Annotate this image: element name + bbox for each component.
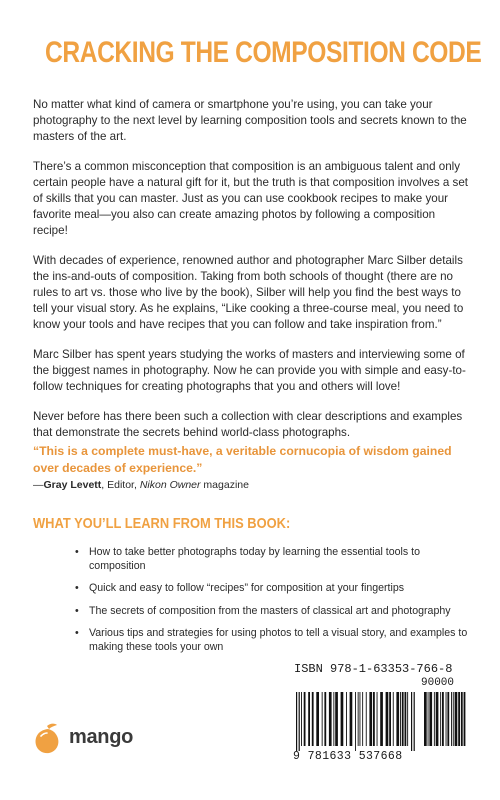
barcode-panel [284, 662, 472, 782]
barcode-bar [380, 692, 383, 746]
learn-list [75, 546, 470, 663]
bullet-icon: • [75, 604, 79, 617]
barcode-bar [350, 692, 353, 746]
barcode-bar [447, 692, 449, 746]
barcode-bar [461, 692, 463, 746]
list-item-text: How to take better photographs today by learning the essential tools to composition [89, 546, 420, 572]
barcode-bar [355, 692, 356, 751]
attribution-role: , Editor, [101, 479, 140, 491]
barcode-bar [455, 692, 458, 746]
list-item-text: Various tips and strategies for using photos to tell a visual story, and examples to making these tools your own [89, 627, 468, 653]
barcode-bar [396, 692, 399, 746]
barcode-bar [373, 692, 375, 746]
attribution-suffix: magazine [200, 479, 249, 491]
ean-digits: 9 781633 537668 [293, 750, 403, 763]
bullet-icon: • [75, 627, 79, 639]
barcode-bar [400, 692, 401, 746]
isbn-text: ISBN 978-1-63353-766-8 [294, 662, 453, 676]
list-item-text: Quick and easy to follow “recipes” for composition at your fingertips [89, 582, 405, 594]
barcode-bar [405, 692, 407, 746]
attribution-dash: — [33, 479, 44, 491]
barcode-bar [414, 692, 415, 751]
mango-fruit-icon [33, 722, 65, 756]
barcode-bar [389, 692, 391, 746]
list-item [75, 627, 470, 654]
barcode-bar [322, 692, 323, 746]
attribution-author: Gray Levett [43, 479, 102, 491]
barcode-bar [366, 692, 367, 746]
list-item-text: The secrets of composition from the masters of classical art and photography [89, 604, 451, 617]
barcode-bar [324, 692, 326, 746]
paragraph: With decades of experience, renowned author and photographer Marc Silber details the ins-and-outs of composition. Taking from both schools of thought (there are no rules to art vs. those who live by the book), Silber will help you find the best ways to tell your visual story. As he explains, “Like cooking a three-course meal, you need to know your tools and have recipes that you can follow and take inspiration from.” [33, 254, 464, 331]
barcode-bar [346, 692, 347, 746]
page-title: CRACKING THE COMPOSITION CODE [45, 36, 482, 69]
barcode-bar [442, 692, 444, 746]
paragraph: Marc Silber has spent years studying the works of masters and interviewing some of the biggest names in photography. Now he can provide you with simple and easy-to-follow techniques for creating photographs that you and others will love! [33, 348, 466, 393]
barcode-bar [393, 692, 394, 746]
barcode-bar [411, 692, 412, 751]
attribution-publication: Nikon Owner [139, 479, 201, 491]
barcode-bar [407, 692, 408, 746]
barcode-bar [453, 692, 454, 746]
barcode-bar [301, 692, 302, 746]
barcode-bar [308, 692, 310, 746]
barcode-bar [402, 692, 404, 746]
testimonial-attribution [33, 479, 473, 491]
barcode-bar [464, 692, 466, 746]
barcode-bar [451, 692, 452, 746]
paragraph: Never before has there been such a collection with clear descriptions and examples that demonstrate the secrets behind world-class photographs. [33, 410, 463, 439]
list-item [75, 582, 470, 596]
barcode-bar [299, 692, 300, 751]
barcode-bar [424, 692, 427, 746]
barcode-bar [386, 692, 389, 746]
learn-heading: WHAT YOU’LL LEARN FROM THIS BOOK: [33, 515, 291, 532]
publisher-logo [33, 722, 173, 756]
barcode [284, 662, 472, 782]
barcode-bar [446, 692, 447, 746]
barcode-bar [377, 692, 378, 746]
barcode-bar [428, 692, 429, 746]
barcode-bar [312, 692, 314, 746]
barcode-bar [434, 692, 435, 746]
paragraph: There’s a common misconception that composition is an ambiguous talent and only certain people have a natural gift for it, but the truth is that composition involves a set of skills that you can master. Just as you can use cookbook recipes to make your favorite meal—you also can create amazing photos by following a composition recipe! [33, 160, 469, 237]
bullet-icon: • [75, 546, 79, 558]
list-item [75, 546, 470, 573]
description [33, 97, 473, 455]
barcode-bar [358, 692, 359, 746]
barcode-bar [440, 692, 441, 746]
testimonial-quote: “This is a complete must-have, a veritable cornucopia of wisdom gained over decades of experience.” [33, 444, 452, 475]
publisher-name: mango [69, 726, 134, 748]
barcode-bar [362, 692, 363, 746]
barcode-bar [341, 692, 344, 746]
bullet-icon: • [75, 582, 79, 594]
barcode-bar [429, 692, 432, 746]
barcode-bar [333, 692, 334, 746]
price-code: 90000 [421, 677, 455, 689]
paragraph: No matter what kind of camera or smartphone you’re using, you can take your photography to the next level by learning composition tools and secrets known to the masters of the art. [33, 98, 467, 143]
barcode-bar [458, 692, 460, 746]
barcode-bar [296, 692, 297, 751]
list-item [75, 605, 470, 619]
barcode-bar [436, 692, 439, 746]
barcode-bar [329, 692, 332, 746]
barcode-bar [335, 692, 338, 746]
barcode-bar [316, 692, 319, 746]
barcode-bar [369, 692, 372, 746]
barcode-bar [360, 692, 361, 746]
barcode-bar [304, 692, 306, 746]
